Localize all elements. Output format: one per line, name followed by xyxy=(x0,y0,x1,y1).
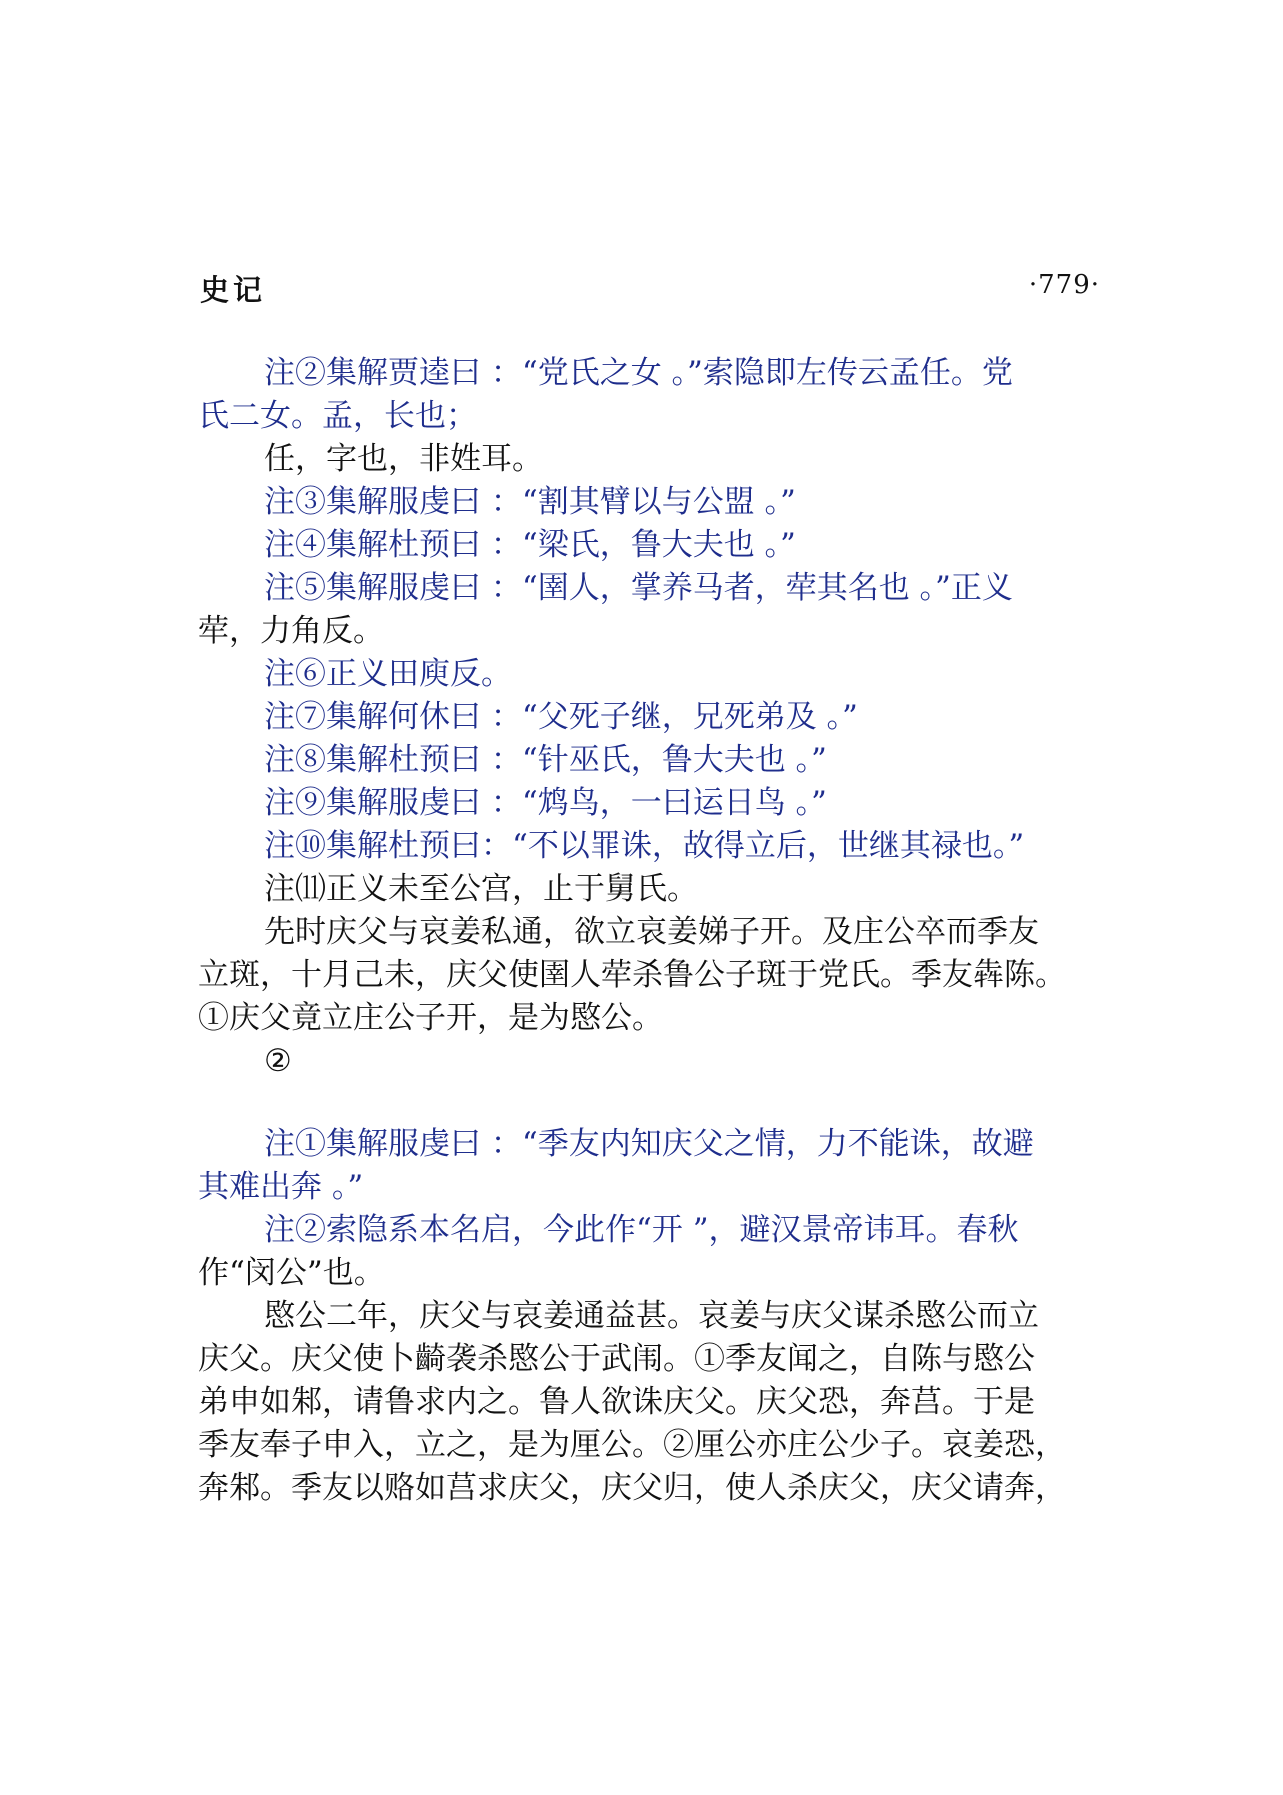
annotation-line: 其难出奔 。” xyxy=(198,1169,364,1205)
text-line: 愍公二年，庆父与哀姜通益甚。哀姜与庆父谋杀愍公而立 xyxy=(264,1298,1039,1334)
text-line: ② xyxy=(264,1043,292,1079)
annotation-line: 注②集解贾逵曰 ：“党氏之女 。”索隐即左传云孟任。党 xyxy=(264,355,1013,391)
text-line: 注⑾正义未至公宫，止于舅氏。 xyxy=(264,871,698,907)
text-line: 荦，力角反。 xyxy=(198,613,384,649)
text-line: 庆父。庆父使卜齮袭杀愍公于武闱。①季友闻之，自陈与愍公 xyxy=(198,1341,1035,1377)
annotation-line: 氏二女。孟，长也； xyxy=(198,398,477,434)
annotation-line: 注②索隐系本名启，今此作“开 ”，避汉景帝讳耳。春秋 xyxy=(264,1212,1019,1248)
paragraph-gap xyxy=(198,1083,1113,1123)
annotation-line: 注③集解服虔曰 ：“割其臂以与公盟 。” xyxy=(264,484,796,520)
page-number: ·779· xyxy=(1028,270,1100,300)
annotation-line: 注④集解杜预曰 ：“梁氏，鲁大夫也 。” xyxy=(264,527,796,563)
annotation-line: 注⑩集解杜预曰：“不以罪诛，故得立后，世继其禄也。” xyxy=(264,828,1025,864)
text-line: 立斑，十月己未，庆父使圉人荦杀鲁公子斑于党氏。季友犇陈。 xyxy=(198,957,1066,993)
text-line: 奔邾。季友以赂如莒求庆父，庆父归，使人杀庆父，庆父请奔， xyxy=(198,1470,1066,1506)
text-line: 作“闵公”也。 xyxy=(198,1255,385,1291)
annotation-line: 注⑨集解服虔曰 ：“鸩鸟，一曰运日鸟 。” xyxy=(264,785,827,821)
text-line: 弟申如邾，请鲁求内之。鲁人欲诛庆父。庆父恐，奔莒。于是 xyxy=(198,1384,1035,1420)
annotation-line: 注⑦集解何休曰 ：“父死子继，兄死弟及 。” xyxy=(264,699,858,735)
text-line: ①庆父竟立庄公子开，是为愍公。 xyxy=(198,1000,663,1036)
text-line: 先时庆父与哀姜私通，欲立哀姜娣子开。及庄公卒而季友 xyxy=(264,914,1039,950)
book-title: 史记 xyxy=(200,273,267,307)
annotation-line: 注⑧集解杜预曰 ：“针巫氏，鲁大夫也 。” xyxy=(264,742,827,778)
page-body xyxy=(198,352,1113,1510)
annotation-line: 注⑤集解服虔曰 ：“圉人，掌养马者，荦其名也 。”正义 xyxy=(264,570,1013,606)
annotation-line: 注①集解服虔曰 ：“季友内知庆父之情，力不能诛，故避 xyxy=(264,1126,1034,1162)
text-line: 季友奉子申入，立之，是为厘公。②厘公亦庄公少子。哀姜恐， xyxy=(198,1427,1066,1463)
text-line: 任，字也，非姓耳。 xyxy=(264,441,543,477)
annotation-line: 注⑥正义田庾反。 xyxy=(264,656,512,692)
page-header xyxy=(200,268,1100,312)
